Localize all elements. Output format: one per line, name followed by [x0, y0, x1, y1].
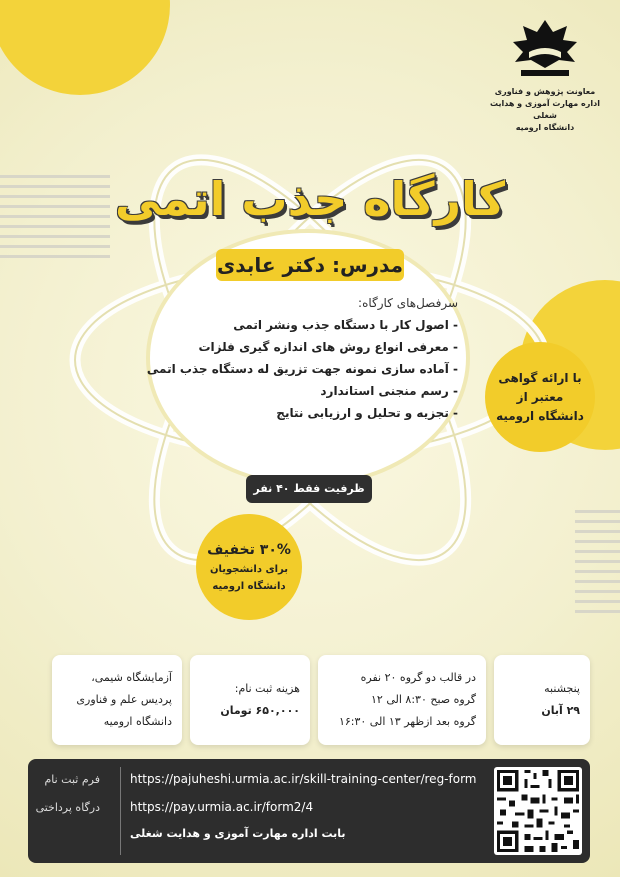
org-line-1: معاونت پژوهش و فناوری: [494, 87, 596, 96]
discount-line-1: برای دانشجویان: [209, 564, 289, 575]
org-line-3: دانشگاه ارومیه: [515, 123, 575, 132]
payment-note: بابت اداره مهارت آموزی و هدایت شغلی: [130, 827, 346, 840]
payment-link[interactable]: https://pay.urmia.ac.ir/form2/4: [130, 800, 314, 814]
topic-item: - معرفی انواع روش های اندازه گیری فلزات: [226, 340, 458, 354]
date-card: [494, 655, 590, 745]
discount-line-2: دانشگاه ارومیه: [212, 581, 286, 592]
registration-link[interactable]: https://pajuheshi.urmia.ac.ir/skill-training-center/reg-form: [130, 772, 477, 786]
groups-card: [318, 655, 486, 745]
certificate-line-2: معتبر از: [516, 389, 564, 404]
topic-item: - آماده سازی نمونه جهت تزریق له دستگاه جذب اتمی: [226, 362, 458, 376]
location-line-3: دانشگاه ارومیه: [103, 715, 172, 728]
location-card: [52, 655, 182, 745]
fee-amount: ۶۵۰,۰۰۰ تومان: [220, 704, 300, 717]
certificate-line-3: دانشگاه ارومیه: [496, 408, 584, 423]
topic-item: - رسم منجنی استاندارد: [226, 384, 458, 398]
location-line-1: آزمایشگاه شیمی،: [91, 671, 172, 684]
capacity-badge: ظرفیت فقط ۴۰ نفر: [246, 475, 372, 503]
discount-headline: ۳۰% تخفیف: [207, 542, 291, 558]
date-day: پنجشنبه: [544, 682, 580, 695]
university-logo-icon: [509, 18, 581, 80]
fee-label: هزینه ثبت نام:: [234, 682, 300, 695]
topic-item: - اصول کار با دستگاه جذب ونشر اتمی: [226, 318, 458, 332]
footer-divider: [120, 767, 121, 855]
footer-panel: [28, 759, 590, 863]
groups-line-2: گروه صبح ۸:۳۰ الی ۱۲: [371, 693, 476, 706]
qr-code-icon[interactable]: [494, 767, 582, 855]
certificate-badge: [485, 342, 595, 452]
payment-label: درگاه پرداختی: [35, 801, 100, 814]
university-logo: [490, 18, 600, 134]
topic-item: - تجزیه و تحلیل و ارزیابی نتایج: [226, 406, 458, 420]
certificate-line-1: با ارائه گواهی: [498, 370, 582, 385]
discount-badge: [196, 514, 302, 620]
groups-line-3: گروه بعد ازظهر ۱۳ الی ۱۶:۳۰: [338, 715, 476, 728]
date-value: ۲۹ آبان: [541, 704, 580, 717]
fee-card: [190, 655, 310, 745]
location-line-2: پردیس علم و فناوری: [76, 693, 172, 706]
topics-list: [146, 296, 458, 428]
registration-label: فرم ثبت نام: [44, 773, 100, 786]
topics-heading: سرفصل‌های کارگاه:: [358, 296, 458, 310]
workshop-title: کارگاه جذب اتمی: [114, 172, 506, 226]
org-line-2: اداره مهارت آموزی و هدایت شغلی: [490, 99, 600, 120]
groups-line-1: در قالب دو گروه ۲۰ نفره: [360, 671, 476, 684]
instructor-badge: مدرس: دکتر عابدی: [216, 249, 404, 281]
